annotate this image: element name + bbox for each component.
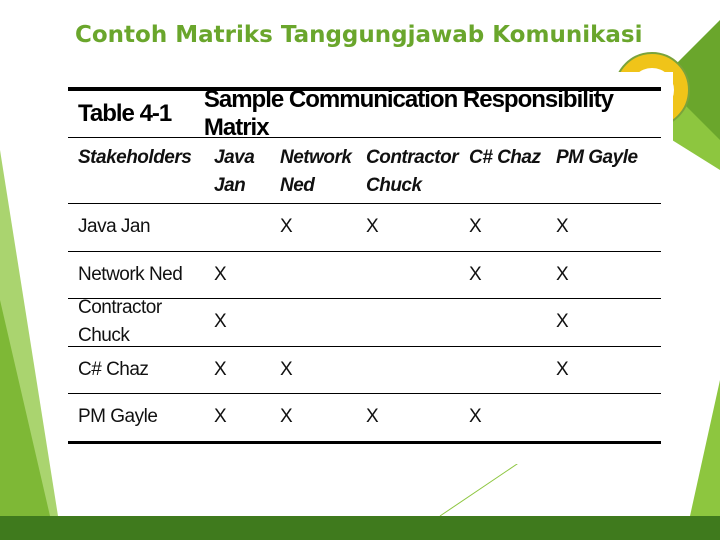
table-row xyxy=(68,394,661,441)
cell-java-jan: X xyxy=(214,406,227,428)
table-row xyxy=(68,299,661,347)
right-bottom-triangle xyxy=(690,380,720,516)
table-row xyxy=(68,347,661,395)
cell-java-jan: X xyxy=(214,358,227,380)
bottom-bar xyxy=(0,516,720,540)
header-network-ned: Network Ned xyxy=(280,147,352,196)
table-image xyxy=(58,72,673,464)
header-c-chaz: C# Chaz xyxy=(469,147,541,168)
header-contractor-chuck: Contractor Chuck xyxy=(366,147,459,196)
table-row xyxy=(68,252,661,300)
cell-network-ned: X xyxy=(280,406,293,428)
row-stakeholder-name: PM Gayle xyxy=(78,406,158,428)
cell-pm-gayle: X xyxy=(556,311,569,333)
cell-pm-gayle: X xyxy=(556,263,569,285)
cell-c-chaz: X xyxy=(469,216,482,238)
cell-c-chaz: X xyxy=(469,263,482,285)
left-light-triangle xyxy=(0,150,58,516)
table-number: Table 4-1 xyxy=(78,100,172,127)
cell-pm-gayle: X xyxy=(556,216,569,238)
row-stakeholder-name: Java Jan xyxy=(78,216,151,238)
row-stakeholder-name: Contractor Chuck xyxy=(78,297,162,347)
cell-java-jan: X xyxy=(214,311,227,333)
table-bottom-rule xyxy=(68,441,661,444)
cell-pm-gayle: X xyxy=(556,358,569,380)
table-header-row xyxy=(68,138,661,204)
header-pm-gayle: PM Gayle xyxy=(556,147,638,168)
table-caption-title: Sample Communication Responsibility Matrix xyxy=(203,86,613,141)
row-stakeholder-name: Network Ned xyxy=(78,263,183,285)
cell-java-jan: X xyxy=(214,263,227,285)
cell-c-chaz: X xyxy=(469,406,482,428)
cell-network-ned: X xyxy=(280,358,293,380)
cell-network-ned: X xyxy=(280,216,293,238)
table-caption xyxy=(68,86,661,141)
slide-title: Contoh Matriks Tanggungjawab Komunikasi xyxy=(75,22,643,48)
header-java-jan: Java Jan xyxy=(214,147,255,196)
row-stakeholder-name: C# Chaz xyxy=(78,358,149,380)
header-stakeholders: Stakeholders xyxy=(78,147,192,168)
bottom-accent-line xyxy=(440,462,520,516)
responsibility-matrix xyxy=(68,87,661,444)
table-row xyxy=(68,204,661,252)
cell-contractor-chuck: X xyxy=(366,216,379,238)
cell-contractor-chuck: X xyxy=(366,406,379,428)
